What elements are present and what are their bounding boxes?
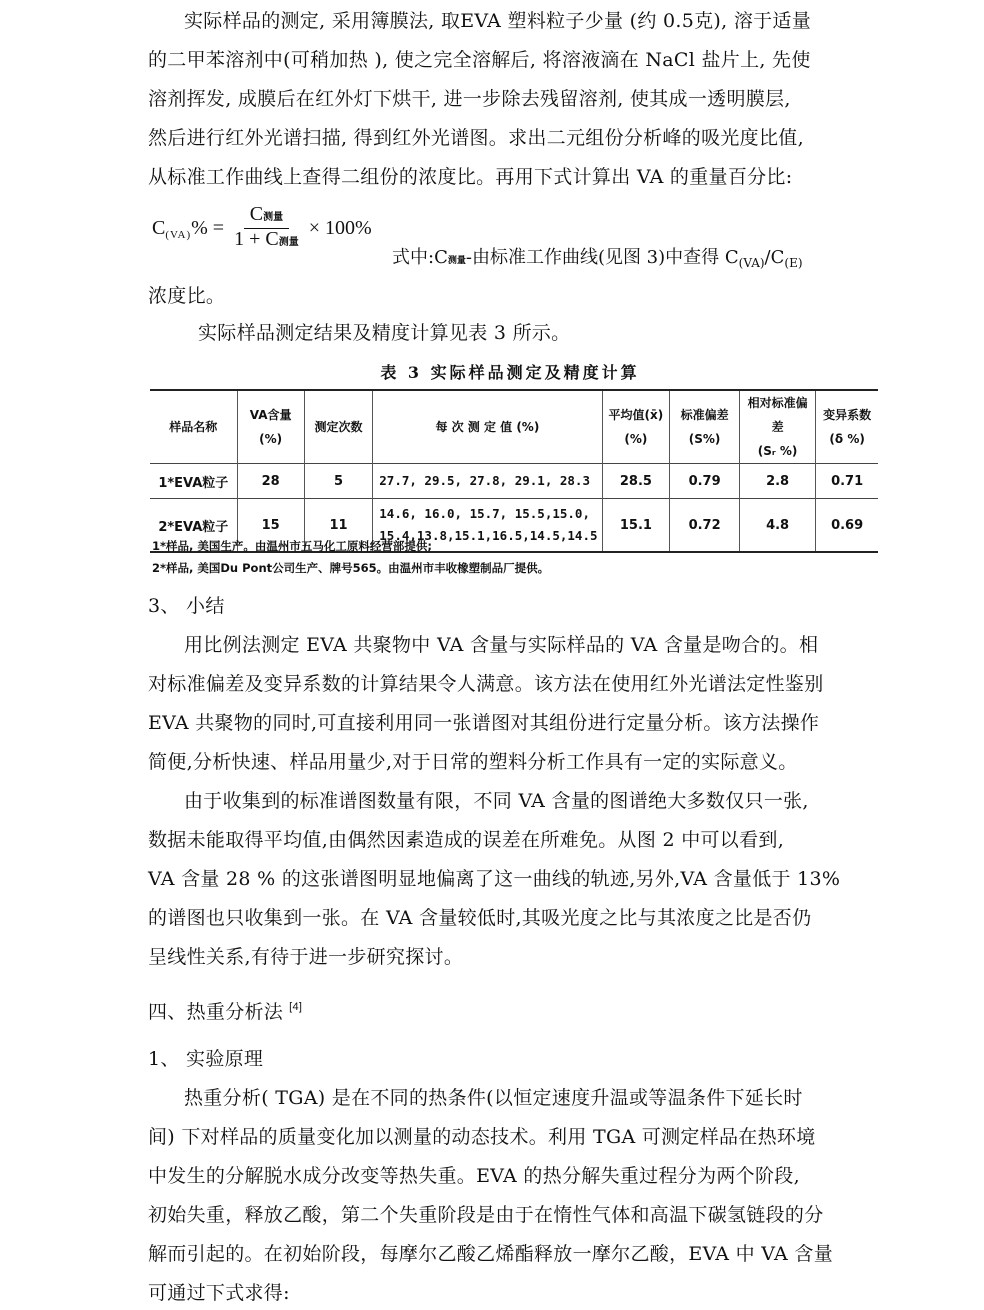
text-line: 呈线性关系,有待于进一步研究探讨。 <box>148 946 464 968</box>
cell-count: 5 <box>304 464 373 499</box>
cell-rsd: 2.8 <box>739 464 815 499</box>
va-percent-formula <box>152 204 372 253</box>
cell-va-content: 28 <box>237 464 304 499</box>
formula-denominator: 1 + C测量 <box>234 228 299 250</box>
table-intro: 实际样品测定结果及精度计算见表 3 所示。 <box>198 322 571 344</box>
text-line: 间) 下对样品的质量变化加以测量的动态技术。利用 TGA 可测定样品在热环境 <box>148 1126 816 1148</box>
text-line: 然后进行红外光谱扫描, 得到红外光谱图。求出二元组份分析峰的吸光度比值, <box>148 127 804 149</box>
table-row <box>150 464 878 499</box>
text-line: 用比例法测定 EVA 共聚物中 VA 含量与实际样品的 VA 含量是吻合的。相 <box>184 634 819 656</box>
cell-rsd: 4.8 <box>739 499 815 553</box>
text-line: 简便,分析快速、样品用量少,对于日常的塑料分析工作具有一定的实际意义。 <box>148 751 798 773</box>
table-note-2: 2*样品, 美国Du Pont公司生产、牌号565。由温州市丰收橡塑制品厂提供。 <box>152 561 550 575</box>
text-line: 从标准工作曲线上查得二组份的浓度比。再用下式计算出 VA 的重量百分比: <box>148 166 793 188</box>
cell-sample-name: 1*EVA粒子 <box>158 475 229 491</box>
formula-note-continuation: 浓度比。 <box>148 285 226 307</box>
text-line: 可通过下式求得: <box>148 1282 290 1304</box>
formula-multiplier: × 100% <box>308 217 372 239</box>
section-heading: 3、 小结 <box>148 595 225 617</box>
text-line: EVA 共聚物的同时,可直接利用同一张谱图对其组份进行定量分析。该方法操作 <box>148 712 820 734</box>
table-title: 表 3 实际样品测定及精度计算 <box>380 363 640 382</box>
cell-std: 0.72 <box>670 499 740 553</box>
col-header-cv: 变异系数 (δ %) <box>816 390 878 464</box>
text-line: 初始失重，释放乙酸，第二个失重阶段是由于在惰性气体和高温下碳氢链段的分 <box>148 1204 824 1226</box>
cell-values: 14.6, 16.0, 15.7, 15.5,15.0, 15.4,13.8,15.1,16.5,14.5,14.5 <box>373 499 602 553</box>
table-note-1: 1*样品, 美国生产。由温州市五马化工原料经营部提供; <box>152 539 432 553</box>
cell-va-content: 15 <box>237 499 304 553</box>
cell-sample-name: 2*EVA粒子 <box>158 519 229 535</box>
cell-mean: 28.5 <box>602 464 670 499</box>
formula-fraction <box>230 204 303 253</box>
col-header-mean: 平均值(x̄) (%) <box>602 390 670 464</box>
text-line: 对标准偏差及变异系数的计算结果令人满意。该方法在使用红外光谱法定性鉴别 <box>148 673 824 695</box>
col-header-values: 每 次 测 定 值 (%) <box>373 390 602 464</box>
col-header-sample-name: 样品名称 <box>169 420 218 434</box>
cell-cv: 0.69 <box>816 499 878 553</box>
text-line: 由于收集到的标准谱图数量有限，不同 VA 含量的图谱绝大多数仅只一张, <box>184 790 809 812</box>
text-line: 解而引起的。在初始阶段，每摩尔乙酸乙烯酯释放一摩尔乙酸，EVA 中 VA 含量 <box>148 1243 833 1265</box>
formula-lhs: $C_{(VA)}\%$ = <box>152 216 225 241</box>
formula-numerator: C测量 <box>244 204 289 229</box>
subsection-heading: 1、 实验原理 <box>148 1048 264 1070</box>
text-line: 热重分析( TGA) 是在不同的热条件(以恒定速度升温或等温条件下延长时 <box>184 1087 803 1109</box>
col-header-va-content: VA含量 (%) <box>237 390 304 464</box>
cell-mean: 15.1 <box>602 499 670 553</box>
text-line: 的二甲苯溶剂中(可稍加热 ), 使之完全溶解后, 将溶液滴在 NaCl 盐片上, 先使 <box>148 49 811 71</box>
text-line: VA 含量 28 % 的这张谱图明显地偏离了这一曲线的轨迹,另外,VA 含量低于 13% <box>148 868 841 890</box>
cell-cv: 0.71 <box>816 464 878 499</box>
section-heading: 四、热重分析法 [4] <box>148 1001 303 1023</box>
text-line: 溶剂挥发, 成膜后在红外灯下烘干, 进一步除去残留溶剂, 使其成一透明膜层, <box>148 88 791 110</box>
cell-count: 11 <box>304 499 373 553</box>
cell-std: 0.79 <box>670 464 740 499</box>
text-line: 的谱图也只收集到一张。在 VA 含量较低时,其吸光度之比与其浓度之比是否仍 <box>148 907 812 929</box>
col-header-count: 测定次数 <box>304 390 373 464</box>
text-line: 中发生的分解脱水成分改变等热失重。EVA 的热分解失重过程分为两个阶段, <box>148 1165 800 1187</box>
text-line: 实际样品的测定, 采用簿膜法, 取EVA 塑料粒子少量 (约 0.5克), 溶于适量 <box>184 10 812 32</box>
col-header-std: 标准偏差 (S%) <box>670 390 740 464</box>
table-header-row <box>150 390 878 464</box>
results-table <box>150 389 878 553</box>
cell-values: 27.7, 29.5, 27.8, 29.1, 28.3 <box>373 464 602 499</box>
text-line: 数据未能取得平均值,由偶然因素造成的误差在所难免。从图 2 中可以看到, <box>148 829 785 851</box>
col-header-rsd: 相对标准偏差 (Sᵣ %) <box>739 390 815 464</box>
citation-ref: [4] <box>289 1001 303 1013</box>
formula-note: 式中:C测量-由标准工作曲线(见图 3)中查得 $C_{(VA)}/C_{(E)}$ <box>392 247 803 270</box>
